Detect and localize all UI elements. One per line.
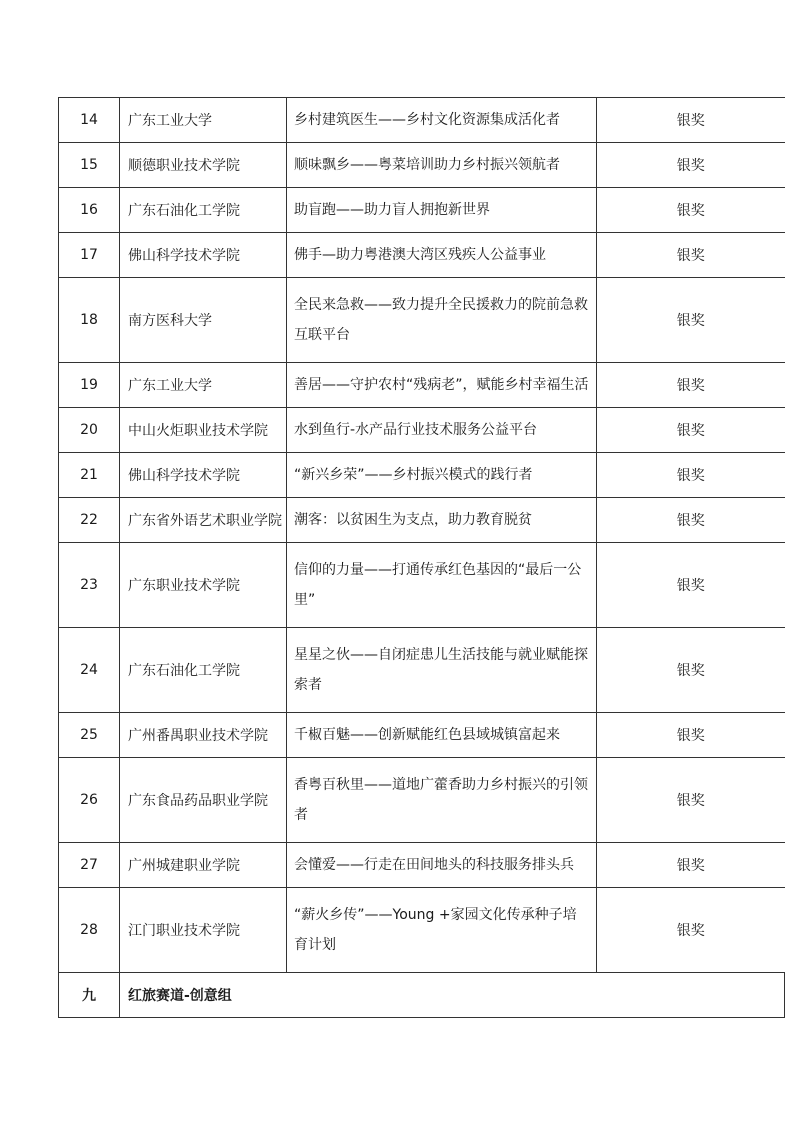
table-row xyxy=(59,233,785,278)
project-name: “薪火乡传”——Young +家园文化传承种子培育计划 xyxy=(287,888,597,973)
school-name: 中山火炬职业技术学院 xyxy=(120,408,287,453)
project-name: 会懂爱——行走在田间地头的科技服务排头兵 xyxy=(287,843,597,888)
project-name: “新兴乡荣”——乡村振兴模式的践行者 xyxy=(287,453,597,498)
row-number: 26 xyxy=(59,758,120,843)
award-level: 银奖 xyxy=(597,98,785,143)
award-level: 银奖 xyxy=(597,278,785,363)
table-row xyxy=(59,363,785,408)
school-name: 广东省外语艺术职业学院 xyxy=(120,498,287,543)
awards-table xyxy=(58,97,785,1018)
row-number: 14 xyxy=(59,98,120,143)
project-name: 顺味飘乡——粤菜培训助力乡村振兴领航者 xyxy=(287,143,597,188)
project-name: 全民来急救——致力提升全民援救力的院前急救互联平台 xyxy=(287,278,597,363)
table-row xyxy=(59,713,785,758)
row-number: 16 xyxy=(59,188,120,233)
award-level: 银奖 xyxy=(597,758,785,843)
project-name: 水到鱼行-水产品行业技术服务公益平台 xyxy=(287,408,597,453)
table-row xyxy=(59,98,785,143)
award-level: 银奖 xyxy=(597,628,785,713)
section-header-row xyxy=(59,973,785,1018)
school-name: 广东职业技术学院 xyxy=(120,543,287,628)
award-level: 银奖 xyxy=(597,453,785,498)
award-level: 银奖 xyxy=(597,408,785,453)
table-row xyxy=(59,843,785,888)
award-level: 银奖 xyxy=(597,843,785,888)
award-level: 银奖 xyxy=(597,363,785,408)
table-row xyxy=(59,188,785,233)
award-level: 银奖 xyxy=(597,188,785,233)
project-name: 信仰的力量——打通传承红色基因的“最后一公里” xyxy=(287,543,597,628)
awards-table-body xyxy=(59,98,785,1018)
row-number: 21 xyxy=(59,453,120,498)
section-number: 九 xyxy=(59,973,120,1018)
row-number: 27 xyxy=(59,843,120,888)
table-row xyxy=(59,498,785,543)
award-level: 银奖 xyxy=(597,543,785,628)
section-title: 红旅赛道-创意组 xyxy=(120,973,785,1018)
table-row xyxy=(59,278,785,363)
row-number: 24 xyxy=(59,628,120,713)
school-name: 广东食品药品职业学院 xyxy=(120,758,287,843)
school-name: 顺德职业技术学院 xyxy=(120,143,287,188)
row-number: 20 xyxy=(59,408,120,453)
project-name: 千椒百魅——创新赋能红色县域城镇富起来 xyxy=(287,713,597,758)
row-number: 17 xyxy=(59,233,120,278)
school-name: 佛山科学技术学院 xyxy=(120,233,287,278)
table-row xyxy=(59,143,785,188)
row-number: 25 xyxy=(59,713,120,758)
school-name: 南方医科大学 xyxy=(120,278,287,363)
school-name: 佛山科学技术学院 xyxy=(120,453,287,498)
school-name: 广东石油化工学院 xyxy=(120,628,287,713)
award-level: 银奖 xyxy=(597,233,785,278)
award-level: 银奖 xyxy=(597,888,785,973)
row-number: 28 xyxy=(59,888,120,973)
award-level: 银奖 xyxy=(597,498,785,543)
row-number: 19 xyxy=(59,363,120,408)
table-row xyxy=(59,453,785,498)
row-number: 15 xyxy=(59,143,120,188)
award-level: 银奖 xyxy=(597,713,785,758)
table-row xyxy=(59,408,785,453)
school-name: 广东工业大学 xyxy=(120,98,287,143)
project-name: 乡村建筑医生——乡村文化资源集成活化者 xyxy=(287,98,597,143)
project-name: 香粤百秋里——道地广藿香助力乡村振兴的引领者 xyxy=(287,758,597,843)
table-row xyxy=(59,628,785,713)
project-name: 潮客：以贫困生为支点，助力教育脱贫 xyxy=(287,498,597,543)
project-name: 佛手—助力粤港澳大湾区残疾人公益事业 xyxy=(287,233,597,278)
school-name: 广东工业大学 xyxy=(120,363,287,408)
row-number: 23 xyxy=(59,543,120,628)
project-name: 星星之伙——自闭症患儿生活技能与就业赋能探索者 xyxy=(287,628,597,713)
table-row xyxy=(59,543,785,628)
award-level: 银奖 xyxy=(597,143,785,188)
project-name: 助盲跑——助力盲人拥抱新世界 xyxy=(287,188,597,233)
school-name: 广州番禺职业技术学院 xyxy=(120,713,287,758)
row-number: 22 xyxy=(59,498,120,543)
table-row xyxy=(59,888,785,973)
project-name: 善居——守护农村“残病老”，赋能乡村幸福生活 xyxy=(287,363,597,408)
school-name: 江门职业技术学院 xyxy=(120,888,287,973)
table-row xyxy=(59,758,785,843)
school-name: 广州城建职业学院 xyxy=(120,843,287,888)
row-number: 18 xyxy=(59,278,120,363)
school-name: 广东石油化工学院 xyxy=(120,188,287,233)
